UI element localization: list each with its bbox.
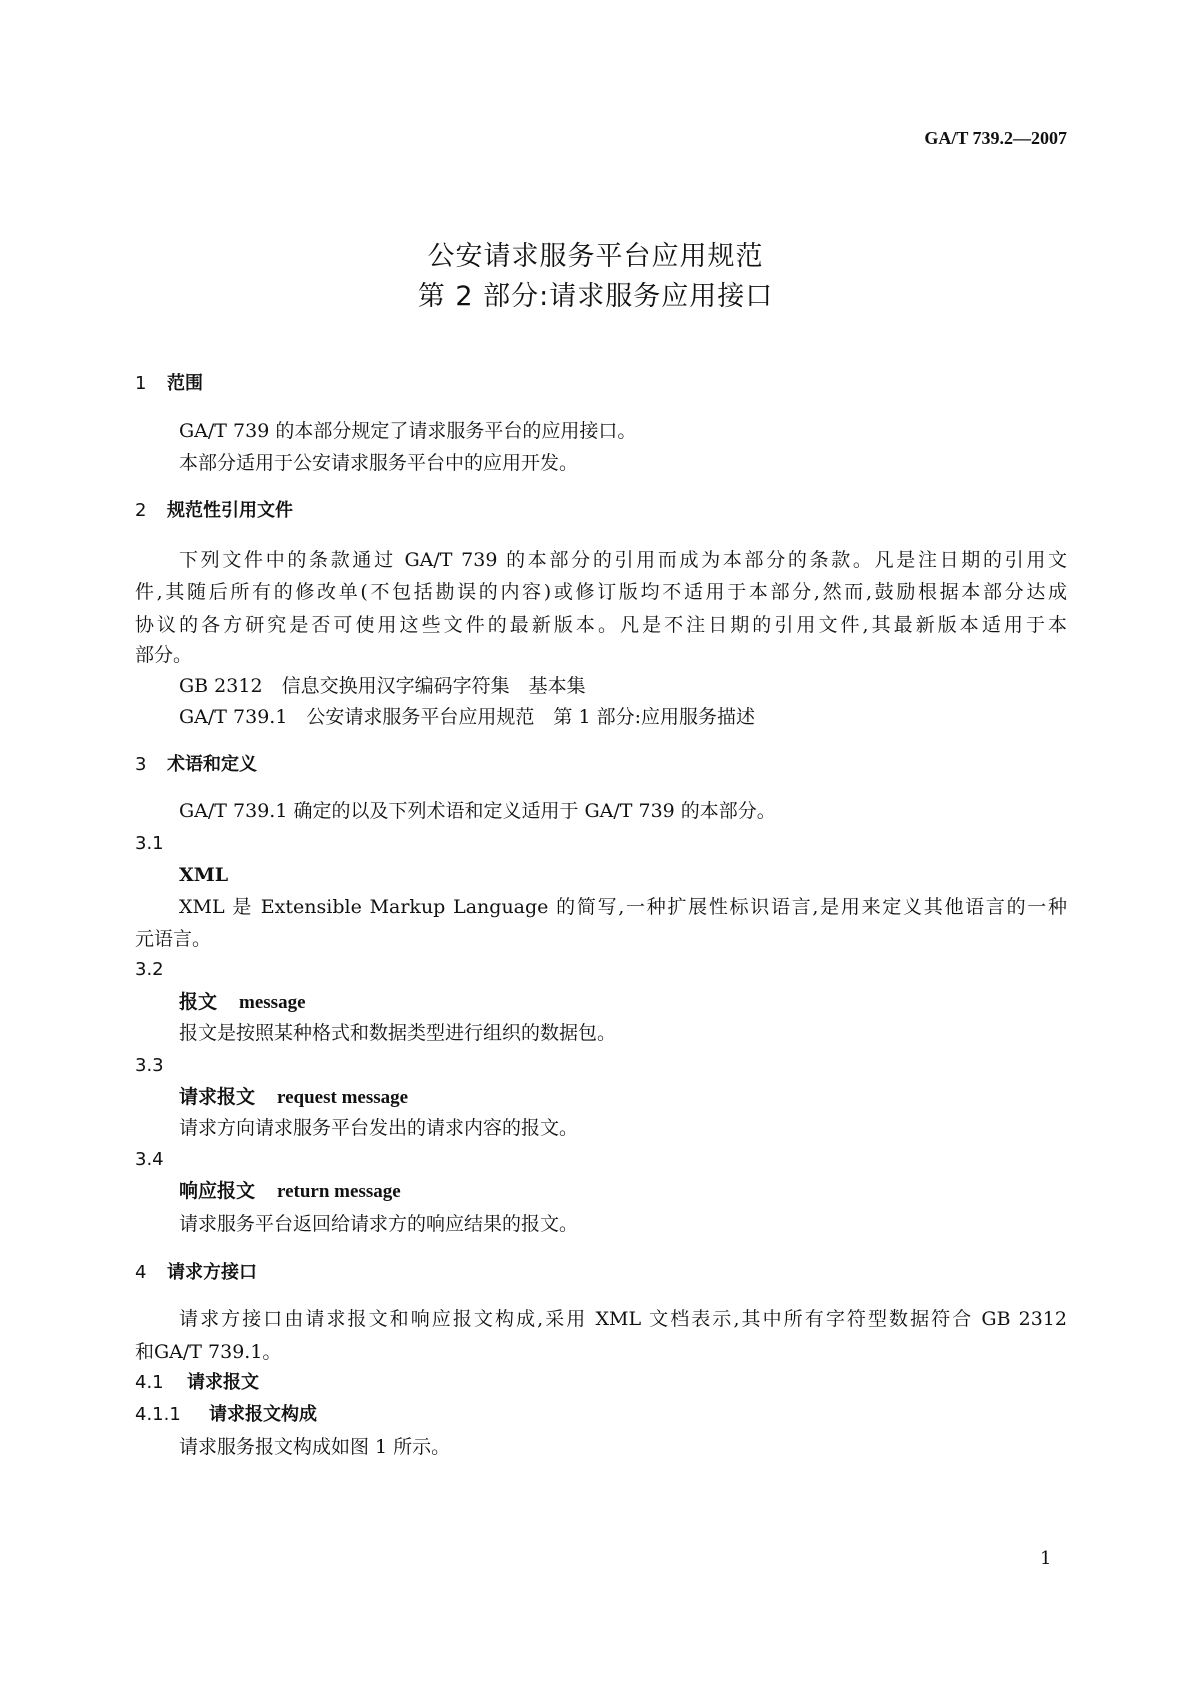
title-line-1: 公安请求服务平台应用规范 — [427, 241, 764, 272]
reference-code: GB 2312 — [179, 675, 263, 697]
term-definition: 请求方向请求服务平台发出的请求内容的报文。 — [179, 1117, 579, 1139]
term-number: 3.4 — [135, 1149, 164, 1170]
paragraph: 本部分适用于公安请求服务平台中的应用开发。 — [179, 452, 579, 474]
page-number: 1 — [1040, 1548, 1052, 1569]
paragraph-line: 请求方接口由请求报文和响应报文构成,采用 XML 文档表示,其中所有字符型数据符合 GB 2312 — [179, 1308, 1067, 1330]
term-zh: 报文 — [179, 991, 218, 1013]
section-title: 规范性引用文件 — [167, 500, 293, 521]
reference-title: 公安请求服务平台应用规范 第 1 部分:应用服务描述 — [306, 706, 755, 728]
section-number: 4 — [135, 1262, 147, 1283]
paragraph-line: 和GA/T 739.1。 — [135, 1341, 282, 1363]
section-number: 3 — [135, 754, 147, 775]
term-definition: 元语言。 — [135, 928, 212, 950]
paragraph: GA/T 739.1 确定的以及下列术语和定义适用于 GA/T 739 的本部分。 — [179, 800, 776, 822]
section-number: 4.1.1 — [135, 1404, 181, 1425]
section-4-heading — [135, 1261, 257, 1285]
term-en: message — [239, 992, 306, 1013]
paragraph: GA/T 739 的本部分规定了请求服务平台的应用接口。 — [179, 420, 637, 442]
term-name — [179, 863, 228, 887]
reference-title: 信息交换用汉字编码字符集 基本集 — [281, 675, 586, 697]
section-4-1-heading — [135, 1371, 259, 1395]
section-1-heading — [135, 372, 203, 396]
paragraph-line: 下列文件中的条款通过 GA/T 739 的本部分的引用而成为本部分的条款。凡是注日期的引用文 — [179, 549, 1067, 571]
term-en: return message — [277, 1181, 401, 1202]
paragraph-line: 协议的各方研究是否可使用这些文件的最新版本。凡是不注日期的引用文件,其最新版本适用于本 — [135, 614, 1067, 636]
section-number: 1 — [135, 373, 147, 394]
section-2-heading — [135, 499, 293, 523]
term-name — [179, 1179, 401, 1204]
section-title: 请求方接口 — [167, 1262, 257, 1283]
section-number: 4.1 — [135, 1372, 164, 1393]
section-title: 请求报文构成 — [209, 1404, 317, 1425]
term-definition: 请求服务平台返回给请求方的响应结果的报文。 — [179, 1213, 579, 1235]
document-number: GA/T 739.2—2007 — [924, 128, 1067, 148]
title-line-2: 第 2 部分:请求服务应用接口 — [417, 281, 774, 312]
term-number: 3.1 — [135, 833, 164, 854]
reference-code: GA/T 739.1 — [179, 706, 288, 728]
term-number: 3.2 — [135, 959, 164, 980]
term-zh: 响应报文 — [179, 1180, 256, 1202]
term-definition: XML 是 Extensible Markup Language 的简写,一种扩展性标识语言,是用来定义其他语言的一种 — [179, 896, 1067, 918]
section-title: 请求报文 — [187, 1372, 259, 1393]
term-name — [179, 990, 306, 1015]
reference-item — [179, 674, 586, 698]
paragraph-line: 件,其随后所有的修改单(不包括勘误的内容)或修订版均不适用于本部分,然而,鼓励根据本部分达成 — [135, 581, 1067, 603]
reference-item — [179, 705, 755, 729]
term-en: request message — [277, 1087, 409, 1108]
section-title: 术语和定义 — [167, 754, 257, 775]
term-definition: 报文是按照某种格式和数据类型进行组织的数据包。 — [179, 1022, 617, 1044]
section-3-heading — [135, 753, 257, 777]
section-4-1-1-heading — [135, 1403, 317, 1427]
term-number: 3.3 — [135, 1055, 164, 1076]
section-number: 2 — [135, 500, 147, 521]
paragraph-line: 部分。 — [135, 644, 193, 666]
term-zh: XML — [179, 864, 229, 886]
term-name — [179, 1085, 408, 1110]
section-title: 范围 — [167, 373, 203, 394]
term-zh: 请求报文 — [179, 1086, 256, 1108]
paragraph: 请求服务报文构成如图 1 所示。 — [179, 1436, 451, 1458]
